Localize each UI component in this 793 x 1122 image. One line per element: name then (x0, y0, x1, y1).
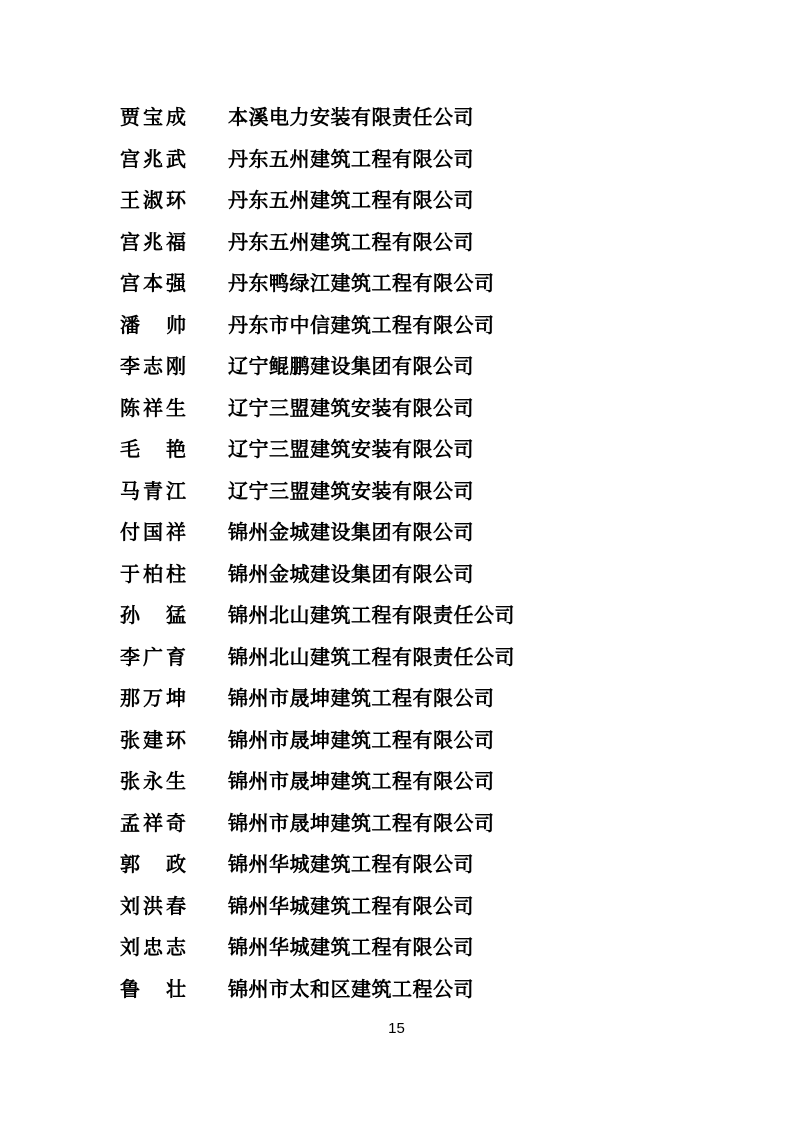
list-item (120, 139, 740, 181)
list-item (120, 180, 740, 222)
company-name: 辽宁三盟建筑安装有限公司 (228, 437, 474, 461)
company-name: 锦州华城建筑工程有限公司 (228, 893, 474, 918)
company-name: 丹东五州建筑工程有限公司 (228, 229, 474, 254)
person-name: 贾宝成 (120, 105, 186, 129)
list-item (120, 263, 740, 305)
company-name: 锦州北山建筑工程有限责任公司 (228, 603, 515, 627)
person-name: 潘 帅 (120, 312, 186, 337)
company-name: 锦州华城建筑工程有限公司 (228, 852, 474, 876)
list-item (120, 637, 740, 679)
list-item (120, 720, 740, 762)
company-name: 锦州金城建设集团有限公司 (228, 561, 474, 586)
list-item (120, 761, 740, 803)
list-item (120, 388, 740, 430)
company-name: 锦州北山建筑工程有限责任公司 (228, 644, 515, 669)
person-name: 宫兆福 (120, 229, 186, 254)
company-name: 丹东五州建筑工程有限公司 (228, 146, 474, 171)
person-name: 马青江 (120, 478, 186, 503)
list-item (120, 844, 740, 886)
person-name: 孟祥奇 (120, 810, 186, 835)
person-name: 鲁 壮 (120, 976, 186, 1001)
list-item (120, 803, 740, 845)
person-name: 于柏柱 (120, 561, 186, 586)
person-name: 陈祥生 (120, 395, 186, 420)
name-company-list (120, 97, 740, 1010)
list-item (120, 969, 740, 1011)
company-name: 辽宁三盟建筑安装有限公司 (228, 478, 474, 503)
person-name: 宫兆武 (120, 146, 186, 171)
page-number: 15 (388, 1020, 405, 1037)
person-name: 郭 政 (120, 852, 186, 876)
list-item (120, 222, 740, 264)
person-name: 宫本强 (120, 271, 186, 295)
list-item (120, 97, 740, 139)
company-name: 锦州市晟坤建筑工程有限公司 (228, 727, 495, 752)
company-name: 辽宁鲲鹏建设集团有限公司 (228, 354, 474, 378)
person-name: 张永生 (120, 769, 186, 793)
company-name: 锦州市晟坤建筑工程有限公司 (228, 769, 495, 793)
company-name: 本溪电力安装有限责任公司 (228, 105, 474, 129)
company-name: 丹东市中信建筑工程有限公司 (228, 312, 495, 337)
list-item (120, 471, 740, 513)
list-item (120, 429, 740, 471)
person-name: 付国祥 (120, 520, 186, 544)
person-name: 孙 猛 (120, 603, 186, 627)
list-item (120, 346, 740, 388)
company-name: 丹东五州建筑工程有限公司 (228, 188, 474, 212)
person-name: 李广育 (120, 644, 186, 669)
person-name: 王淑环 (120, 188, 186, 212)
company-name: 辽宁三盟建筑安装有限公司 (228, 395, 474, 420)
person-name: 张建环 (120, 727, 186, 752)
list-item (120, 886, 740, 928)
list-item (120, 512, 740, 554)
list-item (120, 678, 740, 720)
company-name: 锦州金城建设集团有限公司 (228, 520, 474, 544)
list-item (120, 595, 740, 637)
person-name: 刘洪春 (120, 893, 186, 918)
list-item (120, 305, 740, 347)
person-name: 李志刚 (120, 354, 186, 378)
company-name: 锦州市晟坤建筑工程有限公司 (228, 810, 495, 835)
person-name: 毛 艳 (120, 437, 186, 461)
company-name: 锦州华城建筑工程有限公司 (228, 935, 474, 959)
company-name: 丹东鸭绿江建筑工程有限公司 (228, 271, 495, 295)
company-name: 锦州市晟坤建筑工程有限公司 (228, 686, 495, 710)
person-name: 那万坤 (120, 686, 186, 710)
person-name: 刘忠志 (120, 935, 186, 959)
list-item (120, 554, 740, 596)
list-item (120, 927, 740, 969)
company-name: 锦州市太和区建筑工程公司 (228, 976, 474, 1001)
